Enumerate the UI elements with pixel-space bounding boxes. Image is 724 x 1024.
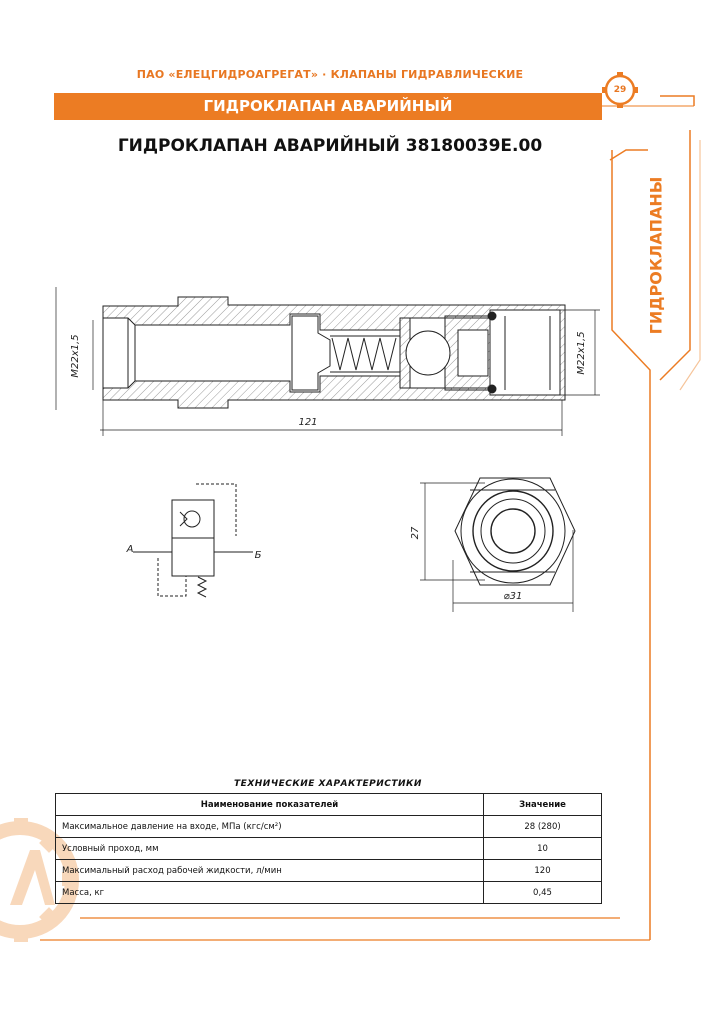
page-title: ГИДРОКЛАПАН АВАРИЙНЫЙ 38180039Е.00 xyxy=(117,136,543,156)
valve-section-view xyxy=(103,297,565,408)
specs-title: ТЕХНИЧЕСКИЕ ХАРАКТЕРИСТИКИ xyxy=(234,779,422,789)
row-name: Максимальное давление на входе, МПа (кгс/см²) xyxy=(56,816,484,838)
port-a-label: А xyxy=(126,544,134,555)
hydraulic-symbol xyxy=(133,484,253,597)
table-row xyxy=(56,860,602,882)
row-name: Масса, кг xyxy=(56,882,484,904)
company-line: ПАО «ЕЛЕЦГИДРОАГРЕГАТ» · КЛАПАНЫ ГИДРАВЛИЧЕСКИЕ xyxy=(136,68,524,81)
row-value: 120 xyxy=(484,860,602,882)
row-name: Условный проход, мм xyxy=(56,838,484,860)
thread-left-label: M22x1,5 xyxy=(70,334,81,378)
row-value: 10 xyxy=(484,838,602,860)
specs-table xyxy=(55,793,602,904)
valve-end-view xyxy=(455,478,575,585)
row-name: Максимальный расход рабочей жидкости, л/мин xyxy=(56,860,484,882)
page-number: 29 xyxy=(613,85,627,95)
port-b-label: Б xyxy=(254,550,262,561)
col-name-header: Наименование показателей xyxy=(56,794,484,816)
row-value: 28 (280) xyxy=(484,816,602,838)
table-row xyxy=(56,882,602,904)
length-label: 121 xyxy=(298,417,318,428)
col-value-header: Значение xyxy=(484,794,602,816)
row-value: 0,45 xyxy=(484,882,602,904)
section-band-text: ГИДРОКЛАПАН АВАРИЙНЫЙ xyxy=(203,97,453,115)
table-row xyxy=(56,816,602,838)
table-row xyxy=(56,838,602,860)
diameter-label: ⌀31 xyxy=(503,591,523,602)
height-label: 27 xyxy=(410,526,421,540)
bottom-rules xyxy=(40,918,650,940)
thread-right-label: M22x1,5 xyxy=(576,331,587,375)
table-header-row xyxy=(56,794,602,816)
side-label-text: ГИДРОКЛАПАНЫ xyxy=(646,176,666,334)
